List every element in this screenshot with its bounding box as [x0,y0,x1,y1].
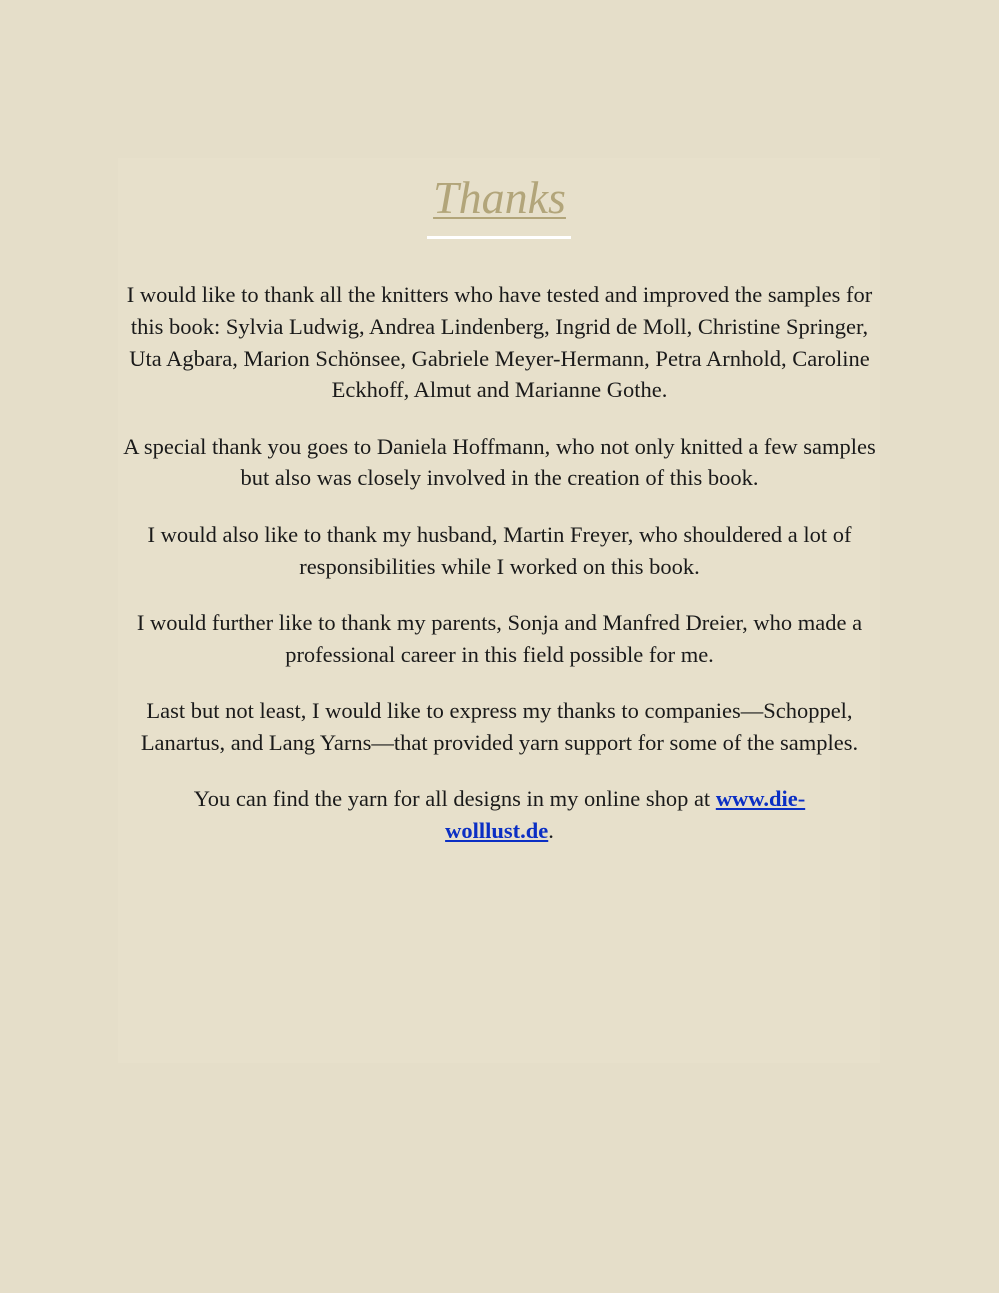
shop-sentence-end: . [548,817,554,843]
title-divider [427,236,571,239]
paragraph-husband: I would also like to thank my husband, Martin Freyer, who shouldered a lot of responsibilities while I worked on this book. [147,521,852,579]
paragraph-shop [120,783,879,847]
acknowledgements-body [120,279,879,871]
title-container [0,168,999,228]
paragraph-companies: Last but not least, I would like to express my thanks to companies—Schoppel, Lanartus, and Lang Yarns—that provided yarn support for some of the samples. [140,697,859,755]
shop-link-part2[interactable]: wolllust.de [445,817,549,843]
shop-sentence-text: You can find the yarn for all designs in my online shop at [193,786,716,812]
paragraph-parents: I would further like to thank my parents, Sonja and Manfred Dreier, who made a professional career in this field possible for me. [136,609,863,667]
page-title: Thanks [433,172,566,223]
shop-link-part1[interactable]: www.die- [715,786,806,812]
paragraph-knitters: I would like to thank all the knitters who have tested and improved the samples for this book: Sylvia Ludwig, Andrea Lindenberg, Ingrid de Moll, Christine Springer, Uta Agbara, Marion Schönsee, Gabriele Meyer-Hermann, Petra Arnhold, Caroline Eckhoff, Almut and Marianne Gothe. [126,282,873,403]
paragraph-daniela: A special thank you goes to Daniela Hoffmann, who not only knitted a few samples but also was closely involved in the creation of this book. [123,433,876,491]
